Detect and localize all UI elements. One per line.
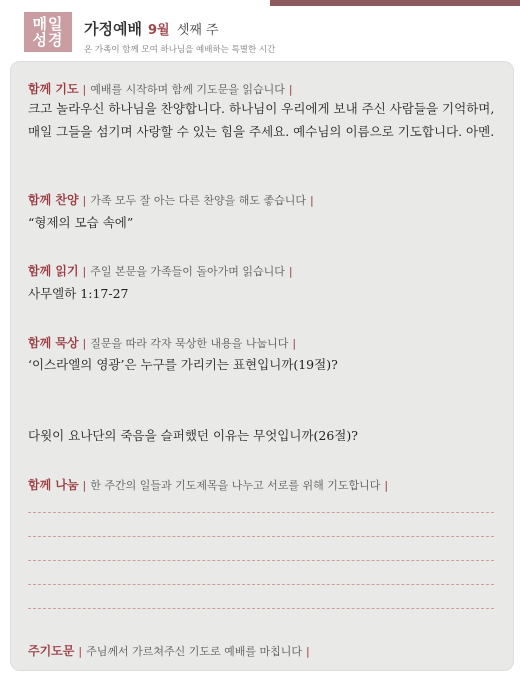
writing-line[interactable]	[28, 536, 494, 537]
page-title	[84, 18, 219, 39]
section-label: 함께 읽기	[28, 264, 79, 278]
section-desc: 한 주간의 일들과 기도제목을 나누고 서로를 위해 기도합니다	[90, 479, 381, 492]
section-desc: 질문을 따라 각자 묵상한 내용을 나눕니다	[90, 337, 289, 350]
section-song-header: 함께 찬양 | 가족 모두 잘 아는 다른 찬양을 해도 좋습니다 |	[28, 193, 314, 207]
top-bar	[0, 0, 520, 6]
section-label: 함께 찬양	[28, 193, 79, 207]
logo-line1: 매일	[32, 15, 64, 33]
section-desc: 가족 모두 잘 아는 다른 찬양을 해도 좋습니다	[90, 194, 307, 207]
title-text: 가정예배	[84, 20, 142, 38]
prayer-text: 크고 놀라우신 하나님을 찬양합니다. 하나님이 우리에게 보내 주신 사람들을 기억하며, 매일 그들을 섬기며 사랑할 수 있는 힘을 주세요. 예수님의 이름으로 기도합니다. 아멘.	[28, 101, 495, 139]
section-label: 함께 기도	[28, 82, 79, 96]
song-title: “형제의 모습 속에”	[28, 215, 134, 230]
section-desc: 주일 본문을 가족들이 돌아가며 읽습니다	[90, 265, 285, 278]
writing-line[interactable]	[28, 512, 494, 513]
section-lords-prayer-header: 주기도문 | 주님께서 가르쳐주신 기도로 예배를 마칩니다 |	[28, 644, 310, 658]
page-subtitle: 온 가족이 함께 모여 하나님을 예배하는 특별한 시간	[84, 45, 276, 55]
section-desc: 예배를 시작하며 함께 기도문을 읽습니다	[90, 83, 285, 96]
title-month: 9월	[147, 23, 170, 38]
section-reading-header: 함께 읽기 | 주일 본문을 가족들이 돌아가며 읽습니다 |	[28, 264, 293, 278]
logo	[24, 12, 72, 52]
logo-line2: 성경	[32, 31, 64, 49]
reading-reference: 사무엘하 1:17-27	[28, 286, 129, 301]
question-1: ‘이스라엘의 영광’은 누구를 가리키는 표현입니까(19절)?	[28, 357, 338, 372]
section-label: 함께 묵상	[28, 336, 79, 350]
question-2: 다윗이 요나단의 죽음을 슬퍼했던 이유는 무엇입니까(26절)?	[28, 428, 358, 443]
top-bar-accent	[270, 0, 520, 6]
section-label: 함께 나눔	[28, 478, 79, 492]
writing-line[interactable]	[28, 584, 494, 585]
writing-line[interactable]	[28, 560, 494, 561]
section-label: 주기도문	[28, 644, 75, 658]
section-desc: 주님께서 가르쳐주신 기도로 예배를 마칩니다	[86, 645, 302, 658]
section-meditation-header: 함께 묵상 | 질문을 따라 각자 묵상한 내용을 나눕니다 |	[28, 336, 297, 350]
section-sharing-header: 함께 나눔 | 한 주간의 일들과 기도제목을 나누고 서로를 위해 기도합니다 |	[28, 478, 389, 492]
section-prayer-header: 함께 기도 | 예배를 시작하며 함께 기도문을 읽습니다 |	[28, 82, 293, 96]
title-week: 셋째 주	[176, 23, 219, 38]
writing-line[interactable]	[28, 608, 494, 609]
